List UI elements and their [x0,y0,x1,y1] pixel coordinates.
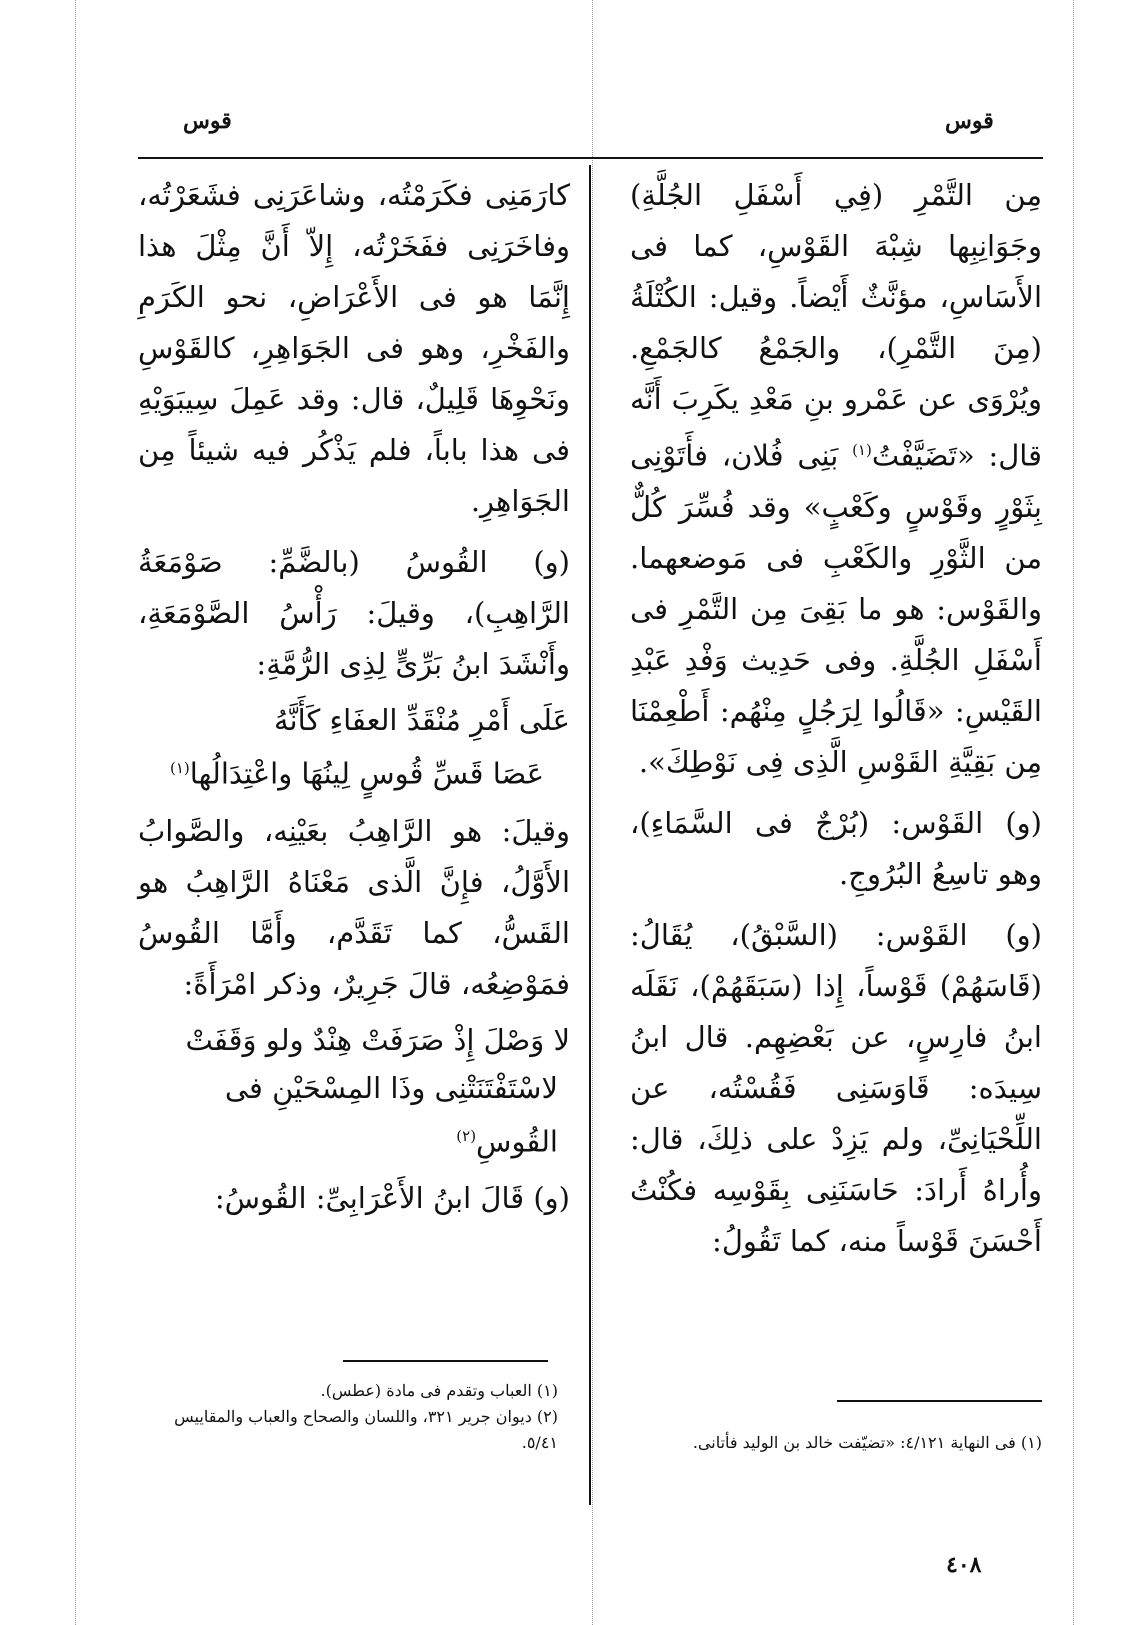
verse-line: عَصَا قَسِّ قُوسٍ لِينُهَا واعْتِدَالُها$^{(١)}$ [170,756,544,791]
paragraph-text: بَنِى فُلان، فأَتَوْنِى بِثَوْرٍ وقَوْسٍ وكَعْبٍ» وقد فُسِّرَ كُلٌّ من الثَّوْرِ والكَعْبِ فى مَوضعهما. والقَوْس: هو ما بَقِىَ مِن التَّمْرِ فى أَسْفَلِ الجُلَّةِ. وفى حَدِيث وَفْدِ عَبْدِ القَيْسِ: «قَالُوا لِرَجُلٍ مِنْهُم: أَطْعِمْنَا مِن بَقِيَّةِ القَوْسِ الَّذِى فِى نَوْطِكَ». [630,438,1042,779]
page-number: ٤٠٨ [946,1552,982,1578]
footnote-rule [837,1400,1042,1402]
footnote-marker: (٢) [456,1126,477,1145]
paragraph-text: مِن التَّمْرِ (فِي أَسْفَلِ الجُلَّةِ) وجَوَانِبِها شِبْهَ القَوْسِ، كما فى الأَسَاسِ، مؤنَّثٌ أَيْضاً. وقيل: الكُتْلَةُ (مِنَ التَّمْرِ)، والجَمْعُ كالجَمْعِ. ويُرْوَى عن عَمْرو بنِ مَعْدِ يكَرِبَ أَنَّه قال: «تَضَيَّفْتُ [630,178,1042,473]
poem-verse [138,1016,570,1166]
footnotes-left [138,1378,558,1456]
paragraph: وقيلَ: هو الرَّاهِبُ بعَيْنِه، والصَّوابُ الأَوَّلُ، فإِنَّ الَّذى مَعْنَاهُ الرَّاهِبُ هو القَسُّ، كما تَقَدَّم، وأَمَّا القُوسُ فمَوْضِعُه، قالَ جَرِيرٌ، وذكر امْرَأَةً: [138,813,570,1001]
footnote-marker: (١) [170,759,190,777]
footnote: (١) فى النهاية ٤/١٢١: «تضيّفت خالد بن الوليد فأتانى. [692,1433,1042,1452]
page-guide-line [1073,0,1074,1625]
paragraph: كارَمَنِى فكَرَمْتُه، وشاعَرَنِى فشَعَرْتُه، وفاخَرَنِى ففَخَرْتُه، إِلاّ أَنَّ مِثْلَ هذا إِنَّمَا هو فى الأَعْرَاضِ، نحو الكَرَمِ والفَخْرِ، وهو فى الجَوَاهِرِ، كالقَوْسِ ونَحْوِهَا قَلِيلٌ، قال: وقد عَمِلَ سِيبَوَيْهِ فى هذا باباً، فلم يَذْكُر فيه شيئاً مِن الجَوَاهِرِ. [138,178,570,518]
verse-line: لا وَصْلَ إِذْ صَرَفَتْ هِنْدٌ ولو وَقَفَتْ [185,1022,570,1057]
running-header-right: قوس [945,108,994,134]
column-divider [589,165,591,1505]
paragraph: (و) القُوسُ (بالضَّمِّ: صَوْمَعَةُ الرَّاهِبِ)، وقيلَ: رَأْسُ الصَّوْمَعَةِ، وأَنْشَدَ ابنُ بَرِّىٍّ لِذِى الرُّمَّةِ: [138,545,570,681]
paragraph: (و) القَوْس: (بُرْجٌ فى السَّمَاءِ)، وهو تاسِعُ البُرُوجِ. [630,805,1042,891]
running-header-left: قوس [183,108,232,134]
footnote: (١) العباب وتقدم فى مادة (عطس). [320,1381,558,1400]
right-column [630,170,1042,1267]
left-column [138,170,570,1224]
paragraph: (و) قَالَ ابنُ الأَعْرَابِىِّ: القُوسُ: [214,1181,570,1216]
poem-verse [138,696,570,798]
paragraph: (و) القَوْس: (السَّبْقُ)، يُقَالُ: (قَاسَهُمْ) قَوْساً، إِذا (سَبَقَهُمْ)، نَقَلَه ابنُ فارِسٍ، عن بَعْضِهِم. قال ابنُ سِيدَه: قَاوَسَنِى فَقُسْتُه، عن اللِّحْيَانِىِّ، ولم يَزِدْ على ذلِكَ، قال: وأُراهُ أَرادَ: حَاسَنَنِى بِقَوْسِه فكُنْتُ أَحْسَنَ قَوْساً منه، كما تَقُولُ: [630,917,1042,1258]
footnote: (٢) ديوان جرير ٣٢١، واللسان والصحاح والعباب والمقاييس ٥/٤١. [174,1407,558,1452]
page-guide-line [75,0,76,1625]
header-rule [138,157,1043,159]
page-guide-line [592,0,593,1625]
footnote-marker: (١) [852,441,872,459]
footnote-rule [343,1360,548,1362]
verse-line: عَلَى أَمْرِ مُنْقَدِّ العفَاءِ كَأَنَّهُ [273,703,570,737]
footnotes-right [630,1430,1042,1456]
verse-line: لاسْتَفْتَنَتْنِى وذَا المِسْحَيْنِ فى القُوسِ$^{(٢)}$ [224,1070,558,1159]
paragraph [630,170,1042,788]
